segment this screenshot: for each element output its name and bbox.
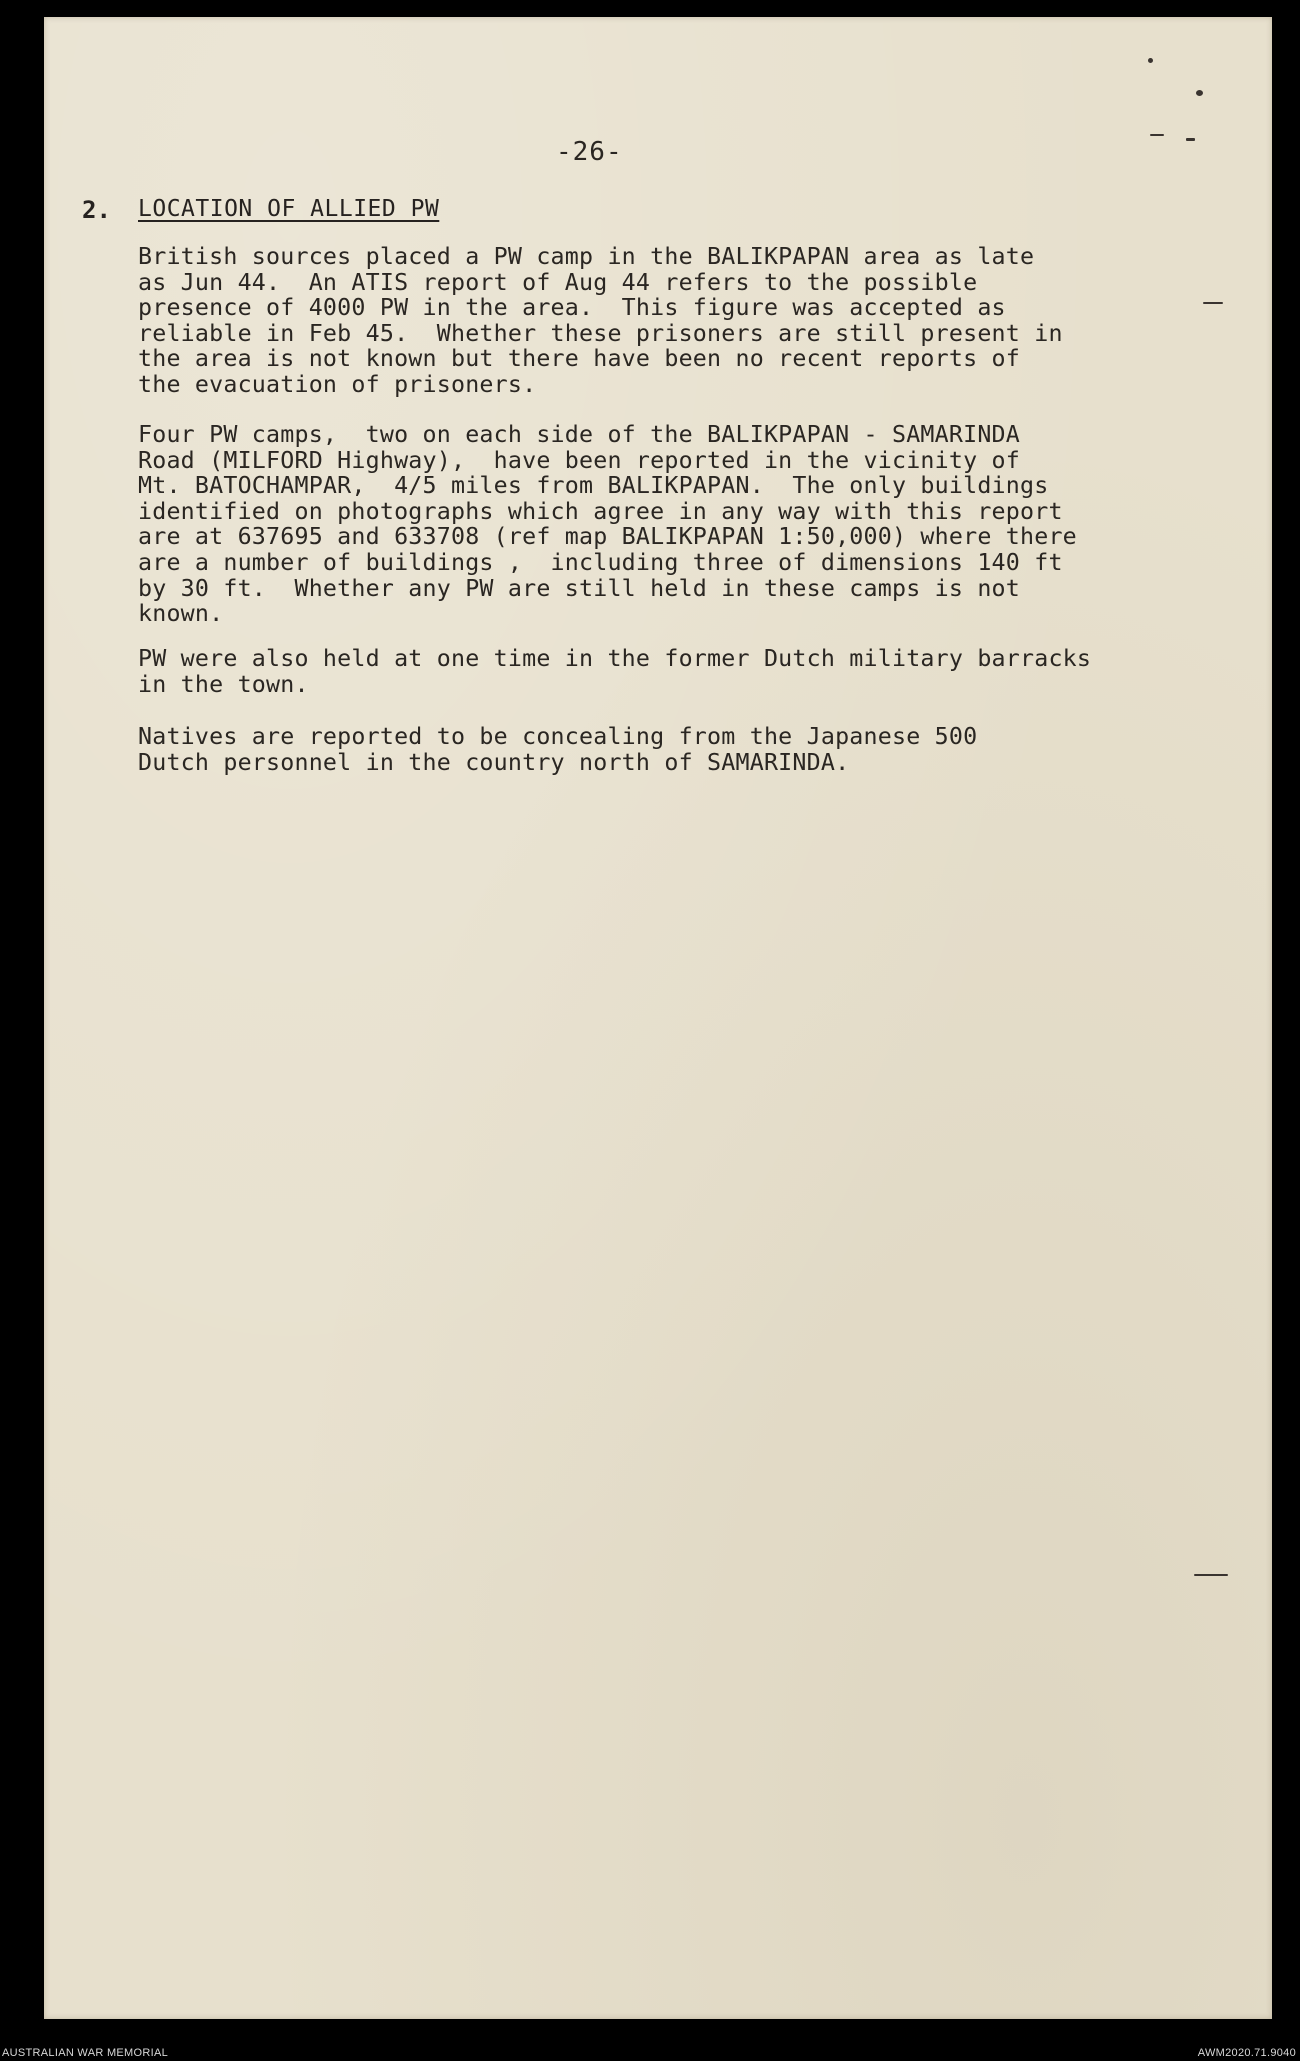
paragraph-dutch-barracks: PW were also held at one time in the former Dutch military barracks in the town. xyxy=(138,645,1092,698)
page-number: -26- xyxy=(556,137,623,167)
footer-archive-name: AUSTRALIAN WAR MEMORIAL xyxy=(2,2047,169,2059)
ink-speck xyxy=(1196,90,1203,96)
footer-archive-reference: AWM2020.71.9040 xyxy=(1197,2047,1296,2059)
ink-speck xyxy=(1194,1574,1228,1576)
ink-speck xyxy=(1150,134,1164,136)
paragraph-natives-concealing: Natives are reported to be concealing from the Japanese 500 Dutch personnel in the country north of SAMARINDA. xyxy=(138,723,978,776)
ink-speck xyxy=(1203,302,1223,304)
section-number: 2. xyxy=(82,196,111,224)
ink-speck xyxy=(1186,138,1195,141)
section-title: LOCATION OF ALLIED PW xyxy=(138,196,440,222)
ink-speck xyxy=(1148,58,1153,63)
paragraph-four-pw-camps: Four PW camps, two on each side of the BALIKPAPAN - SAMARINDA Road (MILFORD Highway), have been reported in the vicinity of Mt. BATOCHAMPAR, 4/5 miles from BALIKPAPAN. The only buildings identified on photographs which agree in any way with this report are at 637695 and 633708 (ref map BALIKPAPAN 1:50,000) where there are a number of buildings , including three of dimensions 140 ft by 30 ft. Whether any PW are still held in these camps is not known. xyxy=(138,421,1077,628)
paragraph-british-sources: British sources placed a PW camp in the BALIKPAPAN area as late as Jun 44. An ATIS report of Aug 44 refers to the possible presence of 4000 PW in the area. This figure was accepted as reliable in Feb 45. Whether these prisoners are still present in the area is not known but there have been no recent reports of the evacuation of prisoners. xyxy=(138,243,1063,398)
